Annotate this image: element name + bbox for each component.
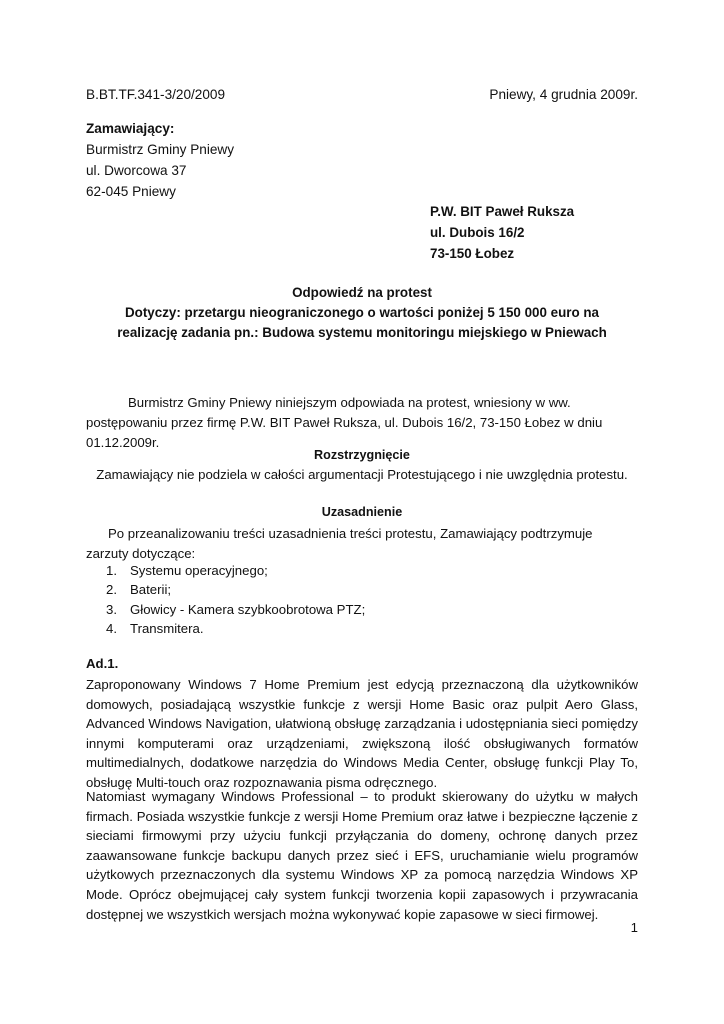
recipient-line: P.W. BIT Paweł Ruksza xyxy=(430,204,575,219)
list-item xyxy=(106,619,365,638)
reference-number: B.BT.TF.341-3/20/2009 xyxy=(86,87,226,102)
justification-text: Po przeanalizowaniu treści uzasadnienia treści protestu, Zamawiający podtrzymuje zarzuty dotyczące: xyxy=(86,526,593,561)
list-text: Głowicy - Kamera szybkoobrotowa PTZ; xyxy=(130,601,366,617)
resolution-title: Rozstrzygnięcie xyxy=(314,448,410,462)
list-text: Transmitera. xyxy=(130,621,204,637)
intro-paragraph: Burmistrz Gminy Pniewy niniejszym odpowiada na protest, wniesiony w ww. postępowaniu przez firmę P.W. BIT Paweł Ruksza, ul. Dubois 16/2, 73-150 Łobez w dniu 01.12.2009r. xyxy=(86,395,603,450)
list-number: 3. xyxy=(106,601,117,617)
heading-subject: Dotyczy: przetargu nieograniczonego o wartości poniżej 5 150 000 euro na realizację zadania pn.: Budowa systemu monitoringu miejskiego w Pniewach xyxy=(117,305,607,340)
list-text: Systemu operacyjnego; xyxy=(130,563,268,578)
recipient-line: 73-150 Łobez xyxy=(430,246,515,261)
objection-list xyxy=(106,561,365,639)
list-number: 4. xyxy=(106,621,117,637)
customer-line: Burmistrz Gminy Pniewy xyxy=(86,142,235,157)
resolution-text: Zamawiający nie podziela w całości argumentacji Protestującego i nie uwzględnia protestu. xyxy=(96,467,628,482)
ad1-paragraph-2: Natomiast wymagany Windows Professional – to produkt skierowany do użytku w małych firmach. Posiada wszystkie funkcje z wersji Home Premium oraz łatwe i bezpieczne łączenie z sieciami firmowymi przy użyciu funkcji przyłączania do domeny, ochronę danych przez zaawansowane funkcje backupu danych przez sieć i EFS, uruchamianie wielu programów użytkowych przeznaczonych dla systemu Windows XP za pomocą narzędzia Windows XP Mode. Oprócz obejmującej cały system funkcji tworzenia kopii zapasowych i przywracania dostępnej we wszystkich wersjach można wykonywać kopie zapasowe w sieci firmowej. xyxy=(86,789,638,922)
list-item xyxy=(106,561,365,580)
list-item xyxy=(106,580,365,599)
recipient-line: ul. Dubois 16/2 xyxy=(430,225,525,240)
customer-label: Zamawiający: xyxy=(86,121,175,136)
heading-title: Odpowiedź na protest xyxy=(292,285,432,300)
recipient-block xyxy=(430,201,574,264)
customer-line: 62-045 Pniewy xyxy=(86,184,176,199)
list-text: Baterii; xyxy=(130,582,172,598)
customer-line: ul. Dworcowa 37 xyxy=(86,163,187,178)
customer-block xyxy=(86,118,234,202)
document-heading xyxy=(86,283,638,343)
list-number: 1. xyxy=(106,563,117,578)
page-number: 1 xyxy=(630,920,638,935)
section-ad1-title: Ad.1. xyxy=(86,656,119,671)
place-date: Pniewy, 4 grudnia 2009r. xyxy=(489,87,638,102)
justification-title: Uzasadnienie xyxy=(321,505,403,519)
list-item xyxy=(106,600,365,619)
list-number: 2. xyxy=(106,582,117,598)
ad1-paragraph-1: Zaproponowany Windows 7 Home Premium jest edycją przeznaczoną dla użytkowników domowych, posiadającą wszystkie funkcje z wersji Home Basic oraz pulpit Aero Glass, Advanced Windows Navigation, ułatwioną obsługę zarządzania i udostępniania sieci pomiędzy innymi komputerami oraz urządzeniami, zwiększoną ilość obsługiwanych formatów multimedialnych, dodatkowe narzędzia do Windows Media Center, obsługę funkcji Play To, obsługę Multi-touch oraz rozpoznawania pisma odręcznego. xyxy=(86,677,639,790)
